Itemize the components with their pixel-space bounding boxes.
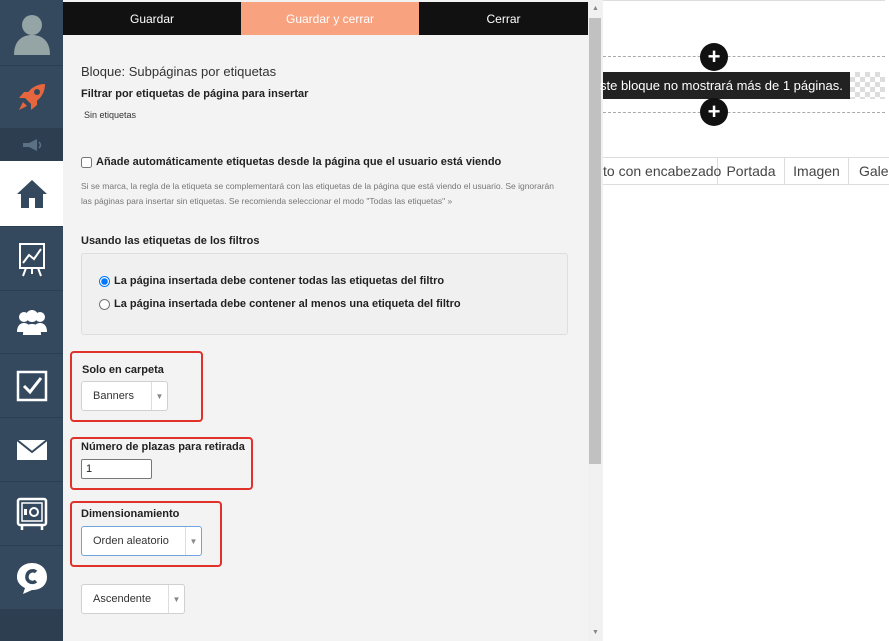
- sidebar-item-backup[interactable]: [0, 482, 63, 546]
- megaphone-icon: [21, 138, 43, 152]
- order-select-value: Ascendente: [93, 593, 152, 605]
- save-button[interactable]: Guardar: [63, 2, 241, 35]
- block-top-border: [603, 56, 885, 57]
- radio-any-tag-label: La página insertada debe contener al menos una etiqueta del filtro: [114, 298, 461, 310]
- block-notice: [600, 72, 850, 99]
- safe-icon: [16, 497, 48, 531]
- template-tabs: [603, 157, 889, 185]
- page-preview: [600, 0, 889, 641]
- auto-tags-label: Añade automáticamente etiquetas desde la página que el usuario está viendo: [96, 156, 502, 168]
- chevron-down-icon: ▼: [185, 527, 201, 555]
- auto-tags-checkbox[interactable]: [81, 157, 92, 168]
- sizing-select[interactable]: [81, 526, 202, 556]
- using-filters-heading: Usando las etiquetas de los filtros: [81, 235, 260, 247]
- block-notice-text: ste bloque no mostrará más de 1 páginas.: [600, 78, 843, 93]
- rocket-icon: [15, 80, 49, 114]
- radio-option-all-tags[interactable]: [99, 275, 444, 287]
- save-and-close-button[interactable]: Guardar y cerrar: [241, 2, 419, 35]
- tab-text-with-header[interactable]: to con encabezado: [603, 158, 718, 184]
- sidebar-item-tasks[interactable]: [0, 354, 63, 418]
- left-sidebar: [0, 0, 63, 641]
- home-icon: [15, 178, 49, 210]
- filter-mode-box: [81, 253, 568, 335]
- sidebar-item-mail[interactable]: [0, 418, 63, 482]
- sizing-label: Dimensionamiento: [81, 508, 180, 520]
- block-editor-panel: [63, 0, 588, 641]
- sidebar-item-announce[interactable]: [0, 129, 63, 161]
- checkbox-icon: [16, 370, 48, 402]
- close-button[interactable]: Cerrar: [419, 2, 588, 35]
- transparency-pattern: [850, 72, 885, 99]
- presentation-chart-icon: [17, 241, 47, 277]
- scroll-up-arrow-icon[interactable]: ▲: [592, 5, 599, 12]
- auto-tags-hint: Si se marca, la regla de la etiqueta se complementará con las etiquetas de la página que está viendo el usuario. Se ignorarán las páginas para insertar sin etiquetas. Se recomienda seleccionar el modo "Todas las etiquetas" »: [81, 181, 554, 206]
- tag-selector[interactable]: Sin etiquetas: [84, 110, 137, 120]
- chat-c-icon: [15, 561, 49, 595]
- sidebar-item-chat[interactable]: [0, 546, 63, 610]
- sidebar-item-home[interactable]: [0, 161, 63, 227]
- folder-select[interactable]: [81, 381, 168, 411]
- order-select[interactable]: [81, 584, 185, 614]
- places-input[interactable]: 1: [81, 459, 152, 479]
- sizing-select-value: Orden aleatorio: [93, 535, 169, 547]
- places-label: Número de plazas para retirada: [81, 441, 245, 453]
- editor-toolbar: [63, 2, 588, 35]
- envelope-icon: [16, 439, 48, 461]
- panel-scrollbar[interactable]: [588, 0, 603, 641]
- sidebar-item-launch[interactable]: [0, 66, 63, 129]
- sidebar-item-users[interactable]: [0, 291, 63, 354]
- block-bottom-border: [603, 112, 885, 113]
- add-block-below-button[interactable]: +: [700, 98, 728, 126]
- chevron-down-icon: ▼: [151, 382, 167, 410]
- tab-image[interactable]: Imagen: [785, 158, 849, 184]
- radio-all-tags[interactable]: [99, 276, 110, 287]
- user-avatar-icon: [12, 11, 52, 55]
- sidebar-item-profile[interactable]: [0, 0, 63, 66]
- radio-any-tag[interactable]: [99, 299, 110, 310]
- radio-all-tags-label: La página insertada debe contener todas las etiquetas del filtro: [114, 275, 445, 287]
- auto-tags-option[interactable]: [81, 156, 501, 168]
- tab-cover[interactable]: Portada: [718, 158, 785, 184]
- block-title: Bloque: Subpáginas por etiquetas: [81, 64, 277, 79]
- radio-option-any-tag[interactable]: [99, 298, 461, 310]
- sidebar-footer: [0, 610, 63, 641]
- folder-select-value: Banners: [93, 390, 134, 402]
- group-icon: [15, 308, 49, 336]
- sidebar-item-stats[interactable]: [0, 227, 63, 291]
- scroll-down-arrow-icon[interactable]: ▼: [592, 629, 599, 636]
- add-block-above-button[interactable]: +: [700, 43, 728, 71]
- tab-gallery[interactable]: Gale: [859, 163, 889, 179]
- folder-label: Solo en carpeta: [82, 364, 164, 376]
- chevron-down-icon: ▼: [168, 585, 184, 613]
- filter-tags-heading: Filtrar por etiquetas de página para insertar: [81, 88, 309, 100]
